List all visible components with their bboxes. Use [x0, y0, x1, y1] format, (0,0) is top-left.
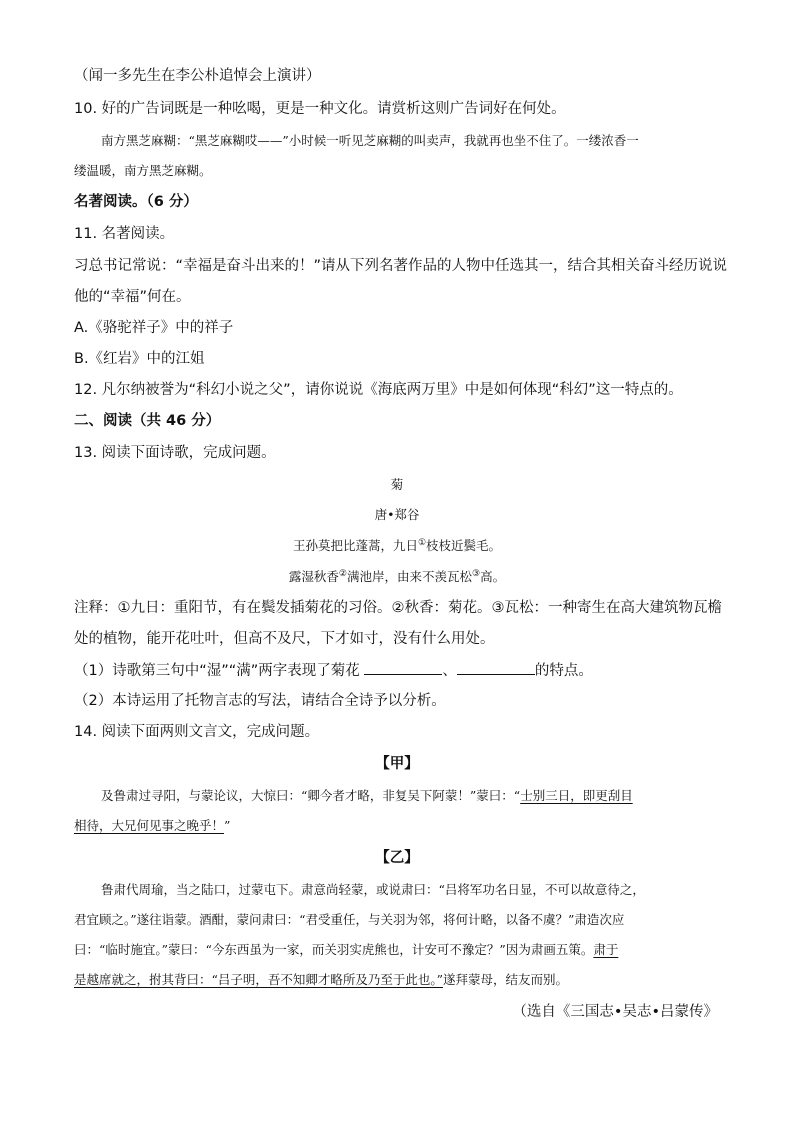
speech-caption: （闻一多先生在李公朴追悼会上演讲） [74, 68, 321, 84]
question-11: 11. 名著阅读。 [74, 226, 175, 242]
passage-yi-line-1: 鲁肃代周瑜，当之陆口，过蒙屯下。肃意尚轻蒙，或说肃曰：“吕将军功名日显，不可以故意待之， [101, 882, 645, 897]
poem-notes-2: 处的植物，能开花吐叶，但高不及尺，下才如寸，没有什么用处。 [74, 631, 495, 647]
ad-text-line-2: 缕温暖，南方黑芝麻糊。 [74, 163, 212, 178]
passage-yi-heading: 【乙】 [375, 850, 419, 866]
poem-notes-1: 注释：①九日：重阳节，有在鬓发插菊花的习俗。②秋香：菊花。③瓦松：一种寄生在高大建筑物瓦檐 [74, 600, 722, 616]
poem-line-1: 王孙莫把比蓬蒿，九日①枝枝近鬓毛。 [292, 537, 502, 553]
option-b: B.《红岩》中的江姐 [74, 351, 205, 367]
section-heading-reading: 二、阅读（共 46 分） [74, 413, 221, 429]
poem-title: 菊 [390, 477, 404, 492]
poem-author: 唐•郑谷 [374, 507, 420, 522]
passage-source: （选自《三国志•吴志•吕蒙传》 [512, 1004, 718, 1020]
option-a: A.《骆驼祥子》中的祥子 [74, 320, 234, 336]
question-10: 10. 好的广告词既是一种吆喝，更是一种文化。请赏析这则广告词好在何处。 [74, 101, 566, 117]
answer-blank-2[interactable] [457, 660, 535, 675]
answer-blank-1[interactable] [364, 660, 442, 675]
question-11-prompt-2: 他的“幸福”何在。 [74, 289, 191, 305]
passage-jia-line-1: 及鲁肃过寻阳，与蒙论议，大惊曰：“卿今者才略，非复吴下阿蒙！”蒙曰：“士别三日，即更刮目 [101, 788, 633, 803]
passage-yi-line-3: 曰：“临时施宜。”蒙曰：“今东西虽为一家，而关羽实虎熊也，计安可不豫定？”因为肃画五策。肃于 [74, 942, 619, 957]
question-13: 13. 阅读下面诗歌，完成问题。 [74, 445, 276, 461]
question-13-1: （1）诗歌第三句中“湿”“满”两字表现了菊花 、 的特点。 [74, 660, 593, 681]
passage-yi-line-4: 是越席就之，拊其背曰：“吕子明，吾不知卿才略所及乃至于此也。”遂拜蒙母，结友而别。 [74, 972, 569, 987]
question-11-prompt-1: 习总书记常说：“幸福是奋斗出来的！”请从下列名著作品的人物中任选其一，结合其相关奋斗经历说说 [74, 258, 728, 274]
passage-yi-line-2: 君宜顾之。”遂往诣蒙。酒酣，蒙问肃曰：“君受重任，与关羽为邻，将何计略，以备不虞？”肃造次应 [74, 912, 625, 927]
poem-line-2: 露湿秋香②满池岸，由来不羡瓦松③高。 [288, 568, 506, 584]
passage-jia-line-2: 相待，大兄何见事之晚乎！” [74, 818, 231, 833]
section-heading-classics: 名著阅读。（6 分） [74, 194, 198, 210]
question-13-2: （2）本诗运用了托物言志的写法，请结合全诗予以分析。 [74, 693, 446, 709]
question-12: 12. 凡尔纳被誉为“科幻小说之父”，请你说说《海底两万里》中是如何体现“科幻”这一特点的。 [74, 382, 683, 398]
question-14: 14. 阅读下面两则文言文，完成问题。 [74, 724, 320, 740]
passage-jia-heading: 【甲】 [375, 756, 419, 772]
ad-text-line-1: 南方黑芝麻糊：“黑芝麻糊哎——”小时候一听见芝麻糊的叫卖声，我就再也坐不住了。一缕浓香一 [101, 133, 639, 148]
